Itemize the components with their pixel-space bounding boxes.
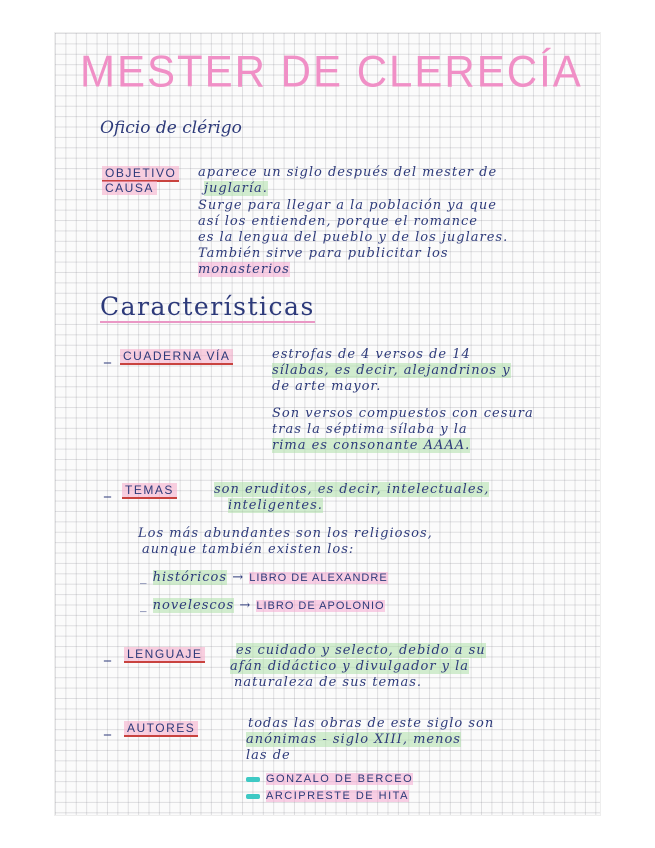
- temas-line-1: son eruditos, es decir, intelectuales,: [214, 482, 490, 497]
- dash-lenguaje: _: [104, 646, 111, 662]
- intro-line-4: así los entienden, porque el romance: [198, 214, 478, 229]
- bullet-icon: [246, 777, 260, 782]
- temas-line-2: inteligentes.: [228, 498, 323, 513]
- intro-line-1: aparece un siglo después del mester de: [198, 165, 498, 180]
- cuaderna-line-5: tras la séptima sílaba y la: [272, 422, 468, 437]
- temas-item-novelescos: _ novelescos → LIBRO DE APOLONIO: [140, 598, 385, 613]
- dash-temas: _: [104, 482, 111, 498]
- intro-line-5: es la lengua del pueblo y de los juglares.: [198, 230, 509, 245]
- autores-line-1: todas las obras de este siglo son: [248, 716, 495, 731]
- autores-line-3: las de: [246, 748, 291, 763]
- label-autores: AUTORES: [124, 721, 198, 735]
- lenguaje-line-3: naturaleza de sus temas.: [234, 675, 423, 690]
- label-cuaderna: CUADERNA VÍA: [120, 349, 233, 363]
- author-hita: ARCIPRESTE DE HITA: [246, 790, 409, 802]
- cuaderna-line-1: estrofas de 4 versos de 14: [272, 347, 471, 362]
- cuaderna-line-3: de arte mayor.: [272, 379, 382, 394]
- temas-line-3: Los más abundantes son los religiosos,: [138, 526, 433, 541]
- section-heading: Características: [100, 292, 315, 321]
- intro-line-7: monasterios: [198, 262, 290, 277]
- autores-line-2: anónimas - siglo XIII, menos: [246, 732, 461, 747]
- intro-line-2: juglaría.: [204, 181, 268, 196]
- subtitle: Oficio de clérigo: [100, 118, 242, 138]
- lenguaje-line-2: afán didáctico y divulgador y la: [230, 659, 470, 674]
- temas-line-4: aunque también existen los:: [142, 542, 355, 557]
- tag-objetivo: OBJETIVO: [102, 166, 179, 180]
- intro-line-6: También sirve para publicitar los: [198, 246, 449, 261]
- intro-line-3: Surge para llegar a la población ya que: [198, 198, 497, 213]
- dash-cuaderna: _: [104, 348, 111, 364]
- cuaderna-line-6: rima es consonante AAAA.: [272, 438, 471, 453]
- cuaderna-line-4: Son versos compuestos con cesura: [272, 406, 534, 421]
- tag-causa: CAUSA: [102, 181, 157, 195]
- temas-item-historicos: _ históricos → LIBRO DE ALEXANDRE: [140, 570, 388, 585]
- label-temas: TEMAS: [122, 483, 177, 497]
- arrow-icon: →: [232, 570, 250, 585]
- arrow-icon: →: [239, 598, 257, 613]
- dash-autores: _: [104, 720, 111, 736]
- bullet-icon: [246, 794, 260, 799]
- label-lenguaje: LENGUAJE: [124, 647, 205, 661]
- cuaderna-line-2: sílabas, es decir, alejandrinos y: [272, 363, 511, 378]
- author-berceo: GONZALO DE BERCEO: [246, 773, 413, 785]
- page-title: MESTER DE CLERECÍA: [80, 46, 583, 97]
- lenguaje-line-1: es cuidado y selecto, debido a su: [236, 643, 486, 658]
